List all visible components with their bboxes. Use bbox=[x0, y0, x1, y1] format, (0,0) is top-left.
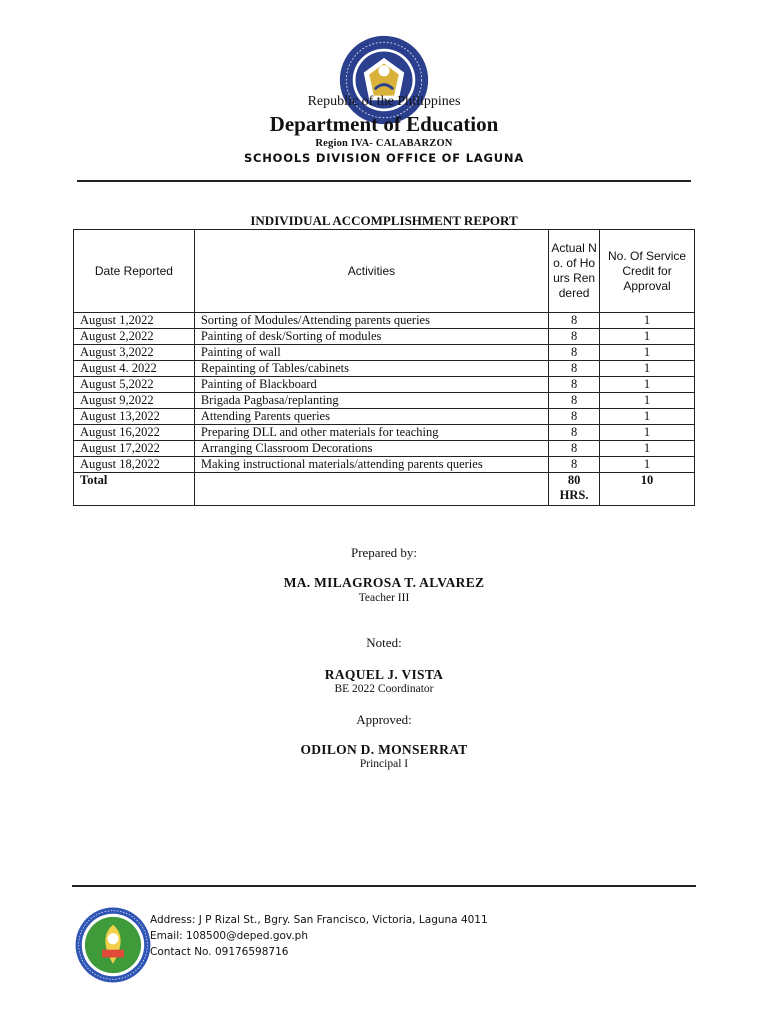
table-row bbox=[74, 425, 695, 441]
cell-date: August 3,2022 bbox=[74, 345, 195, 361]
table-row bbox=[74, 457, 695, 473]
region-heading: Region IVA- CALABARZON bbox=[315, 138, 453, 149]
noted-title: BE 2022 Coordinator bbox=[334, 683, 434, 695]
cell-activity: Arranging Classroom Decorations bbox=[194, 441, 548, 457]
table-total-row bbox=[74, 473, 695, 506]
cell-credit: 1 bbox=[600, 361, 695, 377]
column-header-activities: Activities bbox=[194, 230, 548, 313]
cell-date: August 18,2022 bbox=[74, 457, 195, 473]
cell-hours: 8 bbox=[549, 377, 600, 393]
cell-credit: 1 bbox=[600, 457, 695, 473]
approved-name: ODILON D. MONSERRAT bbox=[300, 742, 468, 757]
total-label: Total bbox=[74, 473, 195, 506]
noted-name: RAQUEL J. VISTA bbox=[324, 667, 444, 682]
cell-activity: Preparing DLL and other materials for teaching bbox=[194, 425, 548, 441]
cell-date: August 1,2022 bbox=[74, 313, 195, 329]
cell-credit: 1 bbox=[600, 441, 695, 457]
cell-date: August 16,2022 bbox=[74, 425, 195, 441]
cell-date: August 4. 2022 bbox=[74, 361, 195, 377]
cell-activity: Making instructional materials/attending parents queries bbox=[194, 457, 548, 473]
column-header-credit: No. Of Service Credit for Approval bbox=[600, 230, 695, 313]
cell-activity: Repainting of Tables/cabinets bbox=[194, 361, 548, 377]
cell-credit: 1 bbox=[600, 393, 695, 409]
department-heading: Department of Education bbox=[269, 112, 499, 136]
table-row bbox=[74, 441, 695, 457]
noted-label: Noted: bbox=[366, 635, 402, 650]
table-row bbox=[74, 377, 695, 393]
cell-hours: 8 bbox=[549, 457, 600, 473]
column-header-date: Date Reported bbox=[74, 230, 195, 313]
cell-activity: Painting of desk/Sorting of modules bbox=[194, 329, 548, 345]
cell-hours: 8 bbox=[549, 313, 600, 329]
cell-credit: 1 bbox=[600, 377, 695, 393]
accomplishment-table bbox=[73, 229, 695, 506]
table-row bbox=[74, 393, 695, 409]
header-divider bbox=[77, 180, 691, 182]
total-hours: 80 HRS. bbox=[549, 473, 600, 506]
cell-hours: 8 bbox=[549, 361, 600, 377]
table-row bbox=[74, 345, 695, 361]
division-heading: SCHOOLS DIVISION OFFICE OF LAGUNA bbox=[243, 151, 525, 165]
cell-hours: 8 bbox=[549, 345, 600, 361]
table-row bbox=[74, 361, 695, 377]
cell-credit: 1 bbox=[600, 329, 695, 345]
cell-activity: Brigada Pagbasa/replanting bbox=[194, 393, 548, 409]
cell-credit: 1 bbox=[600, 313, 695, 329]
table-row bbox=[74, 329, 695, 345]
cell-date: August 9,2022 bbox=[74, 393, 195, 409]
cell-hours: 8 bbox=[549, 425, 600, 441]
total-credit: 10 bbox=[600, 473, 695, 506]
republic-heading: Republic of the Philippines bbox=[307, 94, 461, 109]
column-header-hours: Actual No. of Hours Rendered bbox=[549, 230, 600, 313]
cell-hours: 8 bbox=[549, 409, 600, 425]
cell-credit: 1 bbox=[600, 409, 695, 425]
report-title: INDIVIDUAL ACCOMPLISHMENT REPORT bbox=[250, 213, 518, 228]
table-row bbox=[74, 313, 695, 329]
school-seal-icon bbox=[74, 906, 152, 984]
footer-email: Email: 108500@deped.gov.ph bbox=[150, 930, 308, 942]
total-empty bbox=[194, 473, 548, 506]
table-header-row bbox=[74, 230, 695, 313]
cell-hours: 8 bbox=[549, 393, 600, 409]
cell-date: August 2,2022 bbox=[74, 329, 195, 345]
cell-date: August 13,2022 bbox=[74, 409, 195, 425]
footer-divider bbox=[72, 885, 696, 887]
approved-title: Principal I bbox=[359, 758, 409, 770]
cell-hours: 8 bbox=[549, 441, 600, 457]
cell-date: August 17,2022 bbox=[74, 441, 195, 457]
cell-activity: Sorting of Modules/Attending parents queries bbox=[194, 313, 548, 329]
footer-contact: Contact No. 09176598716 bbox=[150, 946, 289, 958]
prepared-label: Prepared by: bbox=[350, 545, 418, 560]
cell-hours: 8 bbox=[549, 329, 600, 345]
prepared-name: MA. MILAGROSA T. ALVAREZ bbox=[283, 575, 485, 590]
cell-credit: 1 bbox=[600, 425, 695, 441]
cell-activity: Painting of wall bbox=[194, 345, 548, 361]
footer-address: Address: J P Rizal St., Bgry. San Francisco, Victoria, Laguna 4011 bbox=[150, 914, 488, 926]
prepared-title: Teacher III bbox=[358, 592, 410, 604]
cell-activity: Attending Parents queries bbox=[194, 409, 548, 425]
cell-date: August 5,2022 bbox=[74, 377, 195, 393]
table-row bbox=[74, 409, 695, 425]
approved-label: Approved: bbox=[356, 712, 412, 727]
cell-credit: 1 bbox=[600, 345, 695, 361]
cell-activity: Painting of Blackboard bbox=[194, 377, 548, 393]
